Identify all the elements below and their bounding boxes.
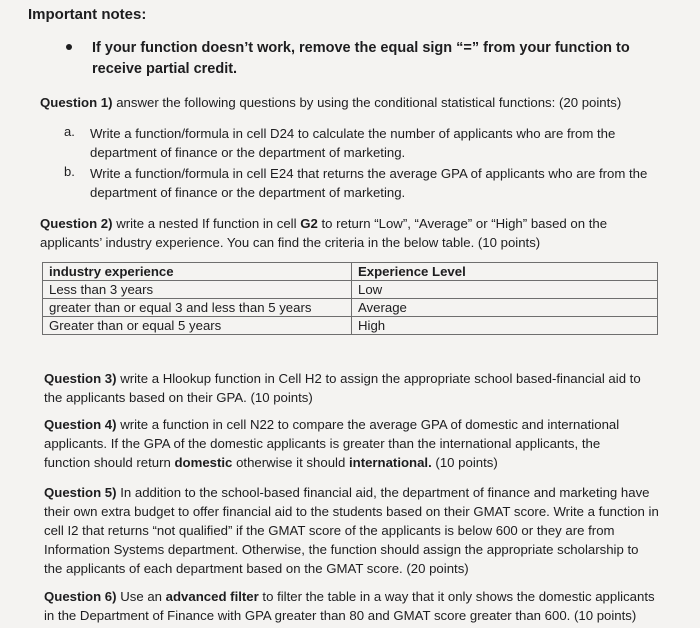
q1-item-b-text: Write a function/formula in cell E24 that returns the average GPA of applicants who are from the department of finance or the department of marketing. xyxy=(90,166,648,200)
partial-credit-note: If your function doesn’t work, remove the equal sign “=” from your function to receive partial credit. xyxy=(92,40,630,77)
question-1-text: answer the following questions by using the conditional statistical functions: (20 points) xyxy=(112,95,622,110)
criteria-cell: High xyxy=(352,317,658,335)
criteria-cell: Low xyxy=(352,281,658,299)
question-4 xyxy=(44,415,644,472)
bullet-dot-icon xyxy=(66,44,72,50)
question-2-text-after: to return “Low”, “Average” or “High” based on the applicants’ industry experience. You can find the criteria in the below table. (10 points) xyxy=(40,216,608,250)
question-2-label: Question 2) xyxy=(40,216,113,231)
question-4-text-mid: otherwise it should xyxy=(232,455,349,470)
question-4-text-after: (10 points) xyxy=(431,455,498,470)
question-6-text-after: to filter the table in a way that it only shows the domestic applicants in the Department of Finance with GPA greater than 80 and GMAT score greater than 600. (10 points) xyxy=(44,589,655,623)
question-2-text-before: write a nested If function in cell xyxy=(112,216,301,231)
criteria-header-row xyxy=(43,263,658,281)
criteria-header-experience: industry experience xyxy=(43,263,352,281)
question-4-bold-international: international. xyxy=(348,455,432,470)
question-6-text-before: Use an xyxy=(116,589,166,604)
criteria-cell: greater than or equal 3 and less than 5 years xyxy=(43,299,352,317)
question-6 xyxy=(44,587,664,625)
criteria-table xyxy=(42,262,658,335)
question-4-text-before: write a function in cell N22 to compare the average GPA of domestic and international applicants. If the GPA of the domestic applicants is greater than the international applicants, the function should return xyxy=(44,417,620,470)
table-row xyxy=(43,281,658,299)
q1-item-b-marker: b. xyxy=(64,164,75,179)
criteria-header-level: Experience Level xyxy=(352,263,658,281)
table-row xyxy=(43,317,658,335)
question-2 xyxy=(40,214,650,252)
q1-item-a-text: Write a function/formula in cell D24 to calculate the number of applicants who are from the department of finance or the department of marketing. xyxy=(90,126,616,160)
criteria-cell: Less than 3 years xyxy=(43,281,352,299)
question-5-text: In addition to the school-based financial aid, the department of finance and marketing have their own extra budget to offer financial aid to the students based on their GMAT score. Write a function in cell I2 that returns “not qualified” if the GMAT score of the applicants is below 600 or they are from Information Systems department. Otherwise, the function should assign the appropriate scholarship to the applicants of each department based on the GMAT score. (20 points) xyxy=(44,485,659,576)
question-6-label: Question 6) xyxy=(44,589,117,604)
question-3 xyxy=(44,369,654,407)
criteria-cell: Greater than or equal 5 years xyxy=(43,317,352,335)
criteria-cell: Average xyxy=(352,299,658,317)
page-title: Important notes: xyxy=(28,6,147,23)
question-1 xyxy=(40,93,660,112)
table-row xyxy=(43,299,658,317)
question-4-label: Question 4) xyxy=(44,417,117,432)
question-1-label: Question 1) xyxy=(40,95,113,110)
q1-item-a-marker: a. xyxy=(64,124,75,139)
question-6-bold-advanced-filter: advanced filter xyxy=(165,589,259,604)
question-5 xyxy=(44,483,659,578)
question-5-label: Question 5) xyxy=(44,485,117,500)
question-2-cell: G2 xyxy=(300,216,318,231)
question-3-text: write a Hlookup function in Cell H2 to assign the appropriate school based-financial aid to the applicants based on their GPA. (10 points) xyxy=(44,371,641,405)
question-3-label: Question 3) xyxy=(44,371,117,386)
question-4-bold-domestic: domestic xyxy=(174,455,233,470)
